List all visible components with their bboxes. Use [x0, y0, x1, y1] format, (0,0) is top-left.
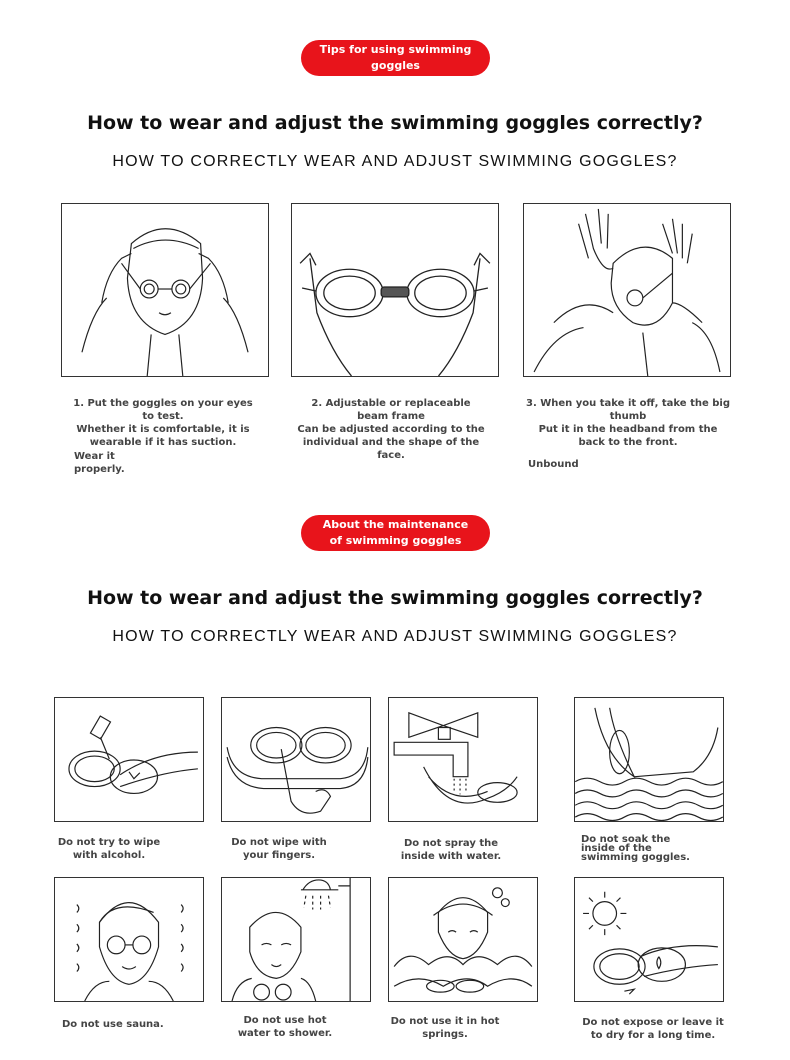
tip-sauna-illustration	[54, 877, 204, 1002]
step3-illustration	[523, 203, 731, 377]
tip-sun-illustration	[574, 877, 724, 1002]
tip-spray-caption: Do not spray the inside with water.	[400, 838, 502, 862]
tip-sun-caption: Do not expose or leave it to dry for a long time.	[582, 1017, 724, 1041]
maintenance-badge: About the maintenance of swimming goggles	[301, 515, 490, 551]
tip-hot-springs-caption: Do not use it in hot springs.	[390, 1016, 500, 1040]
section1-title: How to wear and adjust the swimming goggles correctly?	[87, 112, 703, 134]
tip-hot-springs-illustration	[388, 877, 538, 1002]
step1-illustration	[61, 203, 269, 377]
tip-soak-caption: Do not soak the inside of the swimming goggles.	[581, 834, 690, 863]
tip-fingers-caption: Do not wipe with your fingers.	[231, 837, 327, 861]
section2-title: How to wear and adjust the swimming goggles correctly?	[87, 587, 703, 609]
tips-badge: Tips for using swimming goggles	[301, 40, 490, 76]
step2-caption: 2. Adjustable or replaceable beam frame Can be adjusted according to the individual and the shape of the face.	[297, 398, 485, 461]
tip-shower-caption: Do not use hot water to shower.	[237, 1015, 333, 1039]
section2-subtitle: HOW TO CORRECTLY WEAR AND ADJUST SWIMMING GOGGLES?	[112, 628, 678, 645]
tip-soak-illustration	[574, 697, 724, 822]
step3-caption: 3. When you take it off, take the big thumb Put it in the headband from the back to the front.	[526, 398, 730, 448]
tip-sauna-caption: Do not use sauna.	[62, 1019, 164, 1030]
tip-alcohol-caption: Do not try to wipe with alcohol.	[57, 837, 161, 861]
section1-subtitle: HOW TO CORRECTLY WEAR AND ADJUST SWIMMING GOGGLES?	[112, 153, 678, 170]
tip-spray-illustration	[388, 697, 538, 822]
step3-caption-note: Unbound	[528, 459, 579, 470]
step2-illustration	[291, 203, 499, 377]
tip-fingers-illustration	[221, 697, 371, 822]
tip-shower-illustration	[221, 877, 371, 1002]
step1-caption: 1. Put the goggles on your eyes to test. Whether it is comfortable, it is wearable if it has suction.	[73, 398, 253, 448]
tip-alcohol-illustration	[54, 697, 204, 822]
step1-caption-note: Wear it properly.	[74, 451, 125, 475]
